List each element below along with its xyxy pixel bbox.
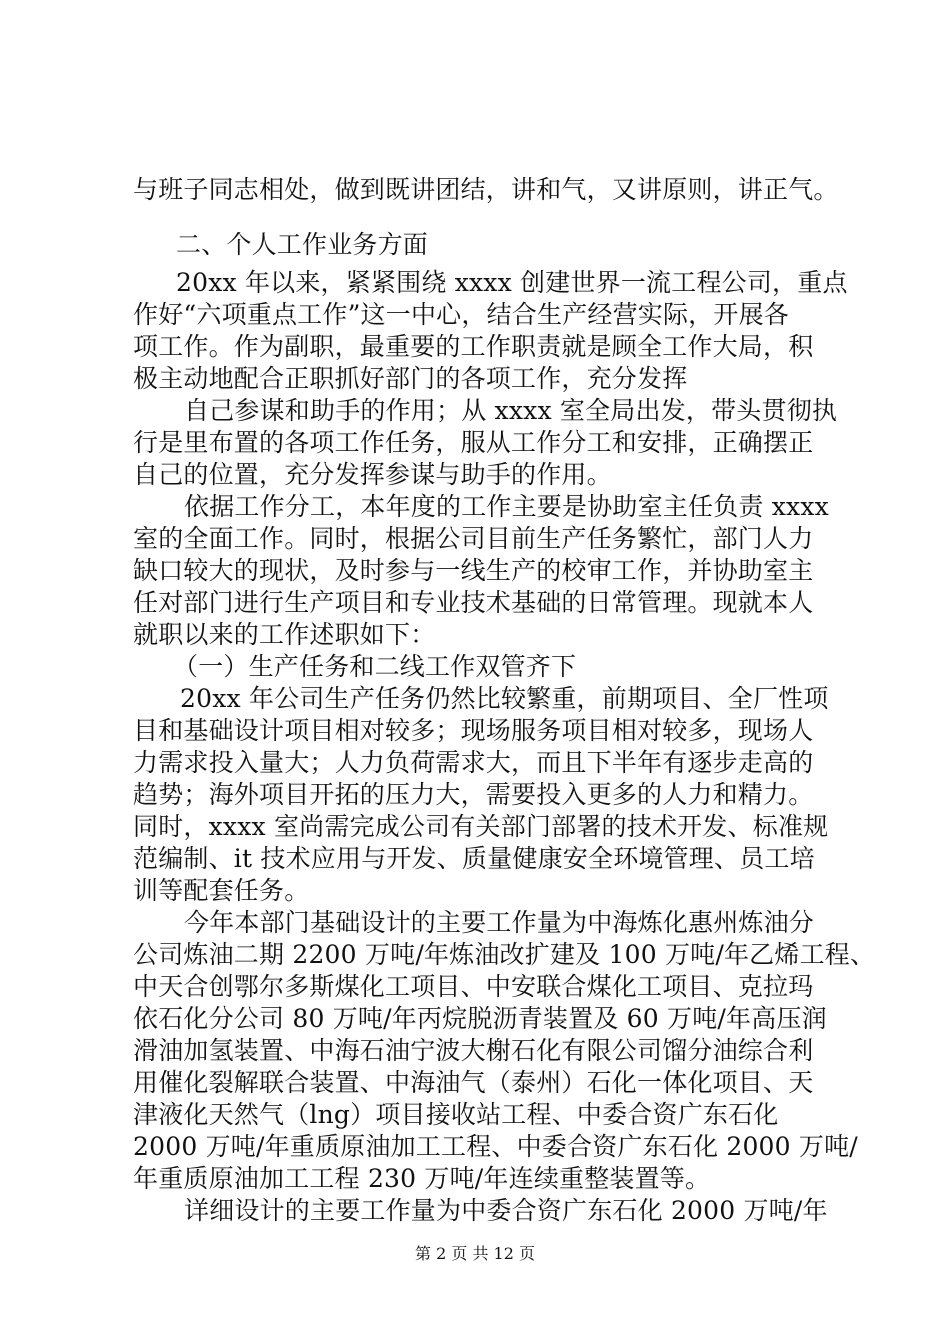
text-line: 详细设计的主要工作量为中委合资广东石化 2000 万吨/年	[184, 1196, 828, 1225]
text-line: 20xx 年以来，紧紧围绕 xxxx 创建世界一流工程公司，重点	[176, 268, 848, 297]
text-line: 今年本部门基础设计的主要工作量为中海炼化惠州炼油分	[184, 908, 815, 937]
text-line: 极主动地配合正职抓好部门的各项工作，充分发挥	[133, 364, 688, 393]
text-line: 中天合创鄂尔多斯煤化工项目、中安联合煤化工项目、克拉玛	[133, 972, 814, 1001]
text-line: 公司炼油二期 2200 万吨/年炼油改扩建及 100 万吨/年乙烯工程、	[133, 940, 876, 969]
text-line: 自己参谋和助手的作用；从 xxxx 室全局出发，带头贯彻执	[184, 396, 838, 425]
text-line: 项工作。作为副职，最重要的工作职责就是顾全工作大局，积	[133, 332, 814, 361]
text-line: 任对部门进行生产项目和专业技术基础的日常管理。现就本人	[133, 588, 814, 617]
text-line: 自己的位置，充分发挥参谋与助手的作用。	[133, 460, 612, 489]
text-line: 目和基础设计项目相对较多；现场服务项目相对较多，现场人	[133, 716, 814, 745]
text-line: 2000 万吨/年重质原油加工工程、中委合资广东石化 2000 万吨/	[133, 1132, 858, 1161]
text-line: 与班子同志相处，做到既讲团结，讲和气，又讲原则，讲正气。	[133, 175, 839, 204]
text-line: 20xx 年公司生产任务仍然比较繁重，前期项目、全厂性项	[180, 684, 829, 713]
text-line: 力需求投入量大；人力负荷需求大，而且下半年有逐步走高的	[133, 748, 814, 777]
text-line: 趋势；海外项目开拓的压力大，需要投入更多的人力和精力。	[133, 780, 814, 809]
text-line: 室的全面工作。同时，根据公司目前生产任务繁忙，部门人力	[133, 524, 814, 553]
text-line: 滑油加氢装置、中海石油宁波大榭石化有限公司馏分油综合利	[133, 1036, 814, 1065]
section-heading: （一）生产任务和二线工作双管齐下	[173, 652, 577, 681]
text-line: 缺口较大的现状，及时参与一线生产的校审工作，并协助室主	[133, 556, 814, 585]
text-line: 同时，xxxx 室尚需完成公司有关部门部署的技术开发、标准规	[133, 812, 829, 841]
text-line: 津液化天然气（lng）项目接收站工程、中委合资广东石化	[133, 1100, 779, 1129]
text-line: 作好“六项重点工作”这一中心，结合生产经营实际，开展各	[133, 300, 789, 329]
text-line: 年重质原油加工工程 230 万吨/年连续重整装置等。	[133, 1164, 711, 1193]
text-line: 训等配套任务。	[133, 876, 310, 905]
text-line: 就职以来的工作述职如下：	[133, 620, 436, 649]
section-heading: 二、个人工作业务方面	[176, 230, 429, 259]
text-line: 范编制、it 技术应用与开发、质量健康安全环境管理、员工培	[133, 844, 815, 873]
text-line: 依石化分公司 80 万吨/年丙烷脱沥青装置及 60 万吨/年高压润	[133, 1004, 827, 1033]
text-line: 依据工作分工，本年度的工作主要是协助室主任负责 xxxx	[184, 492, 829, 521]
text-line: 行是里布置的各项工作任务，服从工作分工和安排，正确摆正	[133, 428, 814, 457]
text-line: 用催化裂解联合装置、中海油气（泰州）石化一体化项目、天	[133, 1068, 814, 1097]
page-number: 第 2 页 共 12 页	[415, 1244, 535, 1263]
